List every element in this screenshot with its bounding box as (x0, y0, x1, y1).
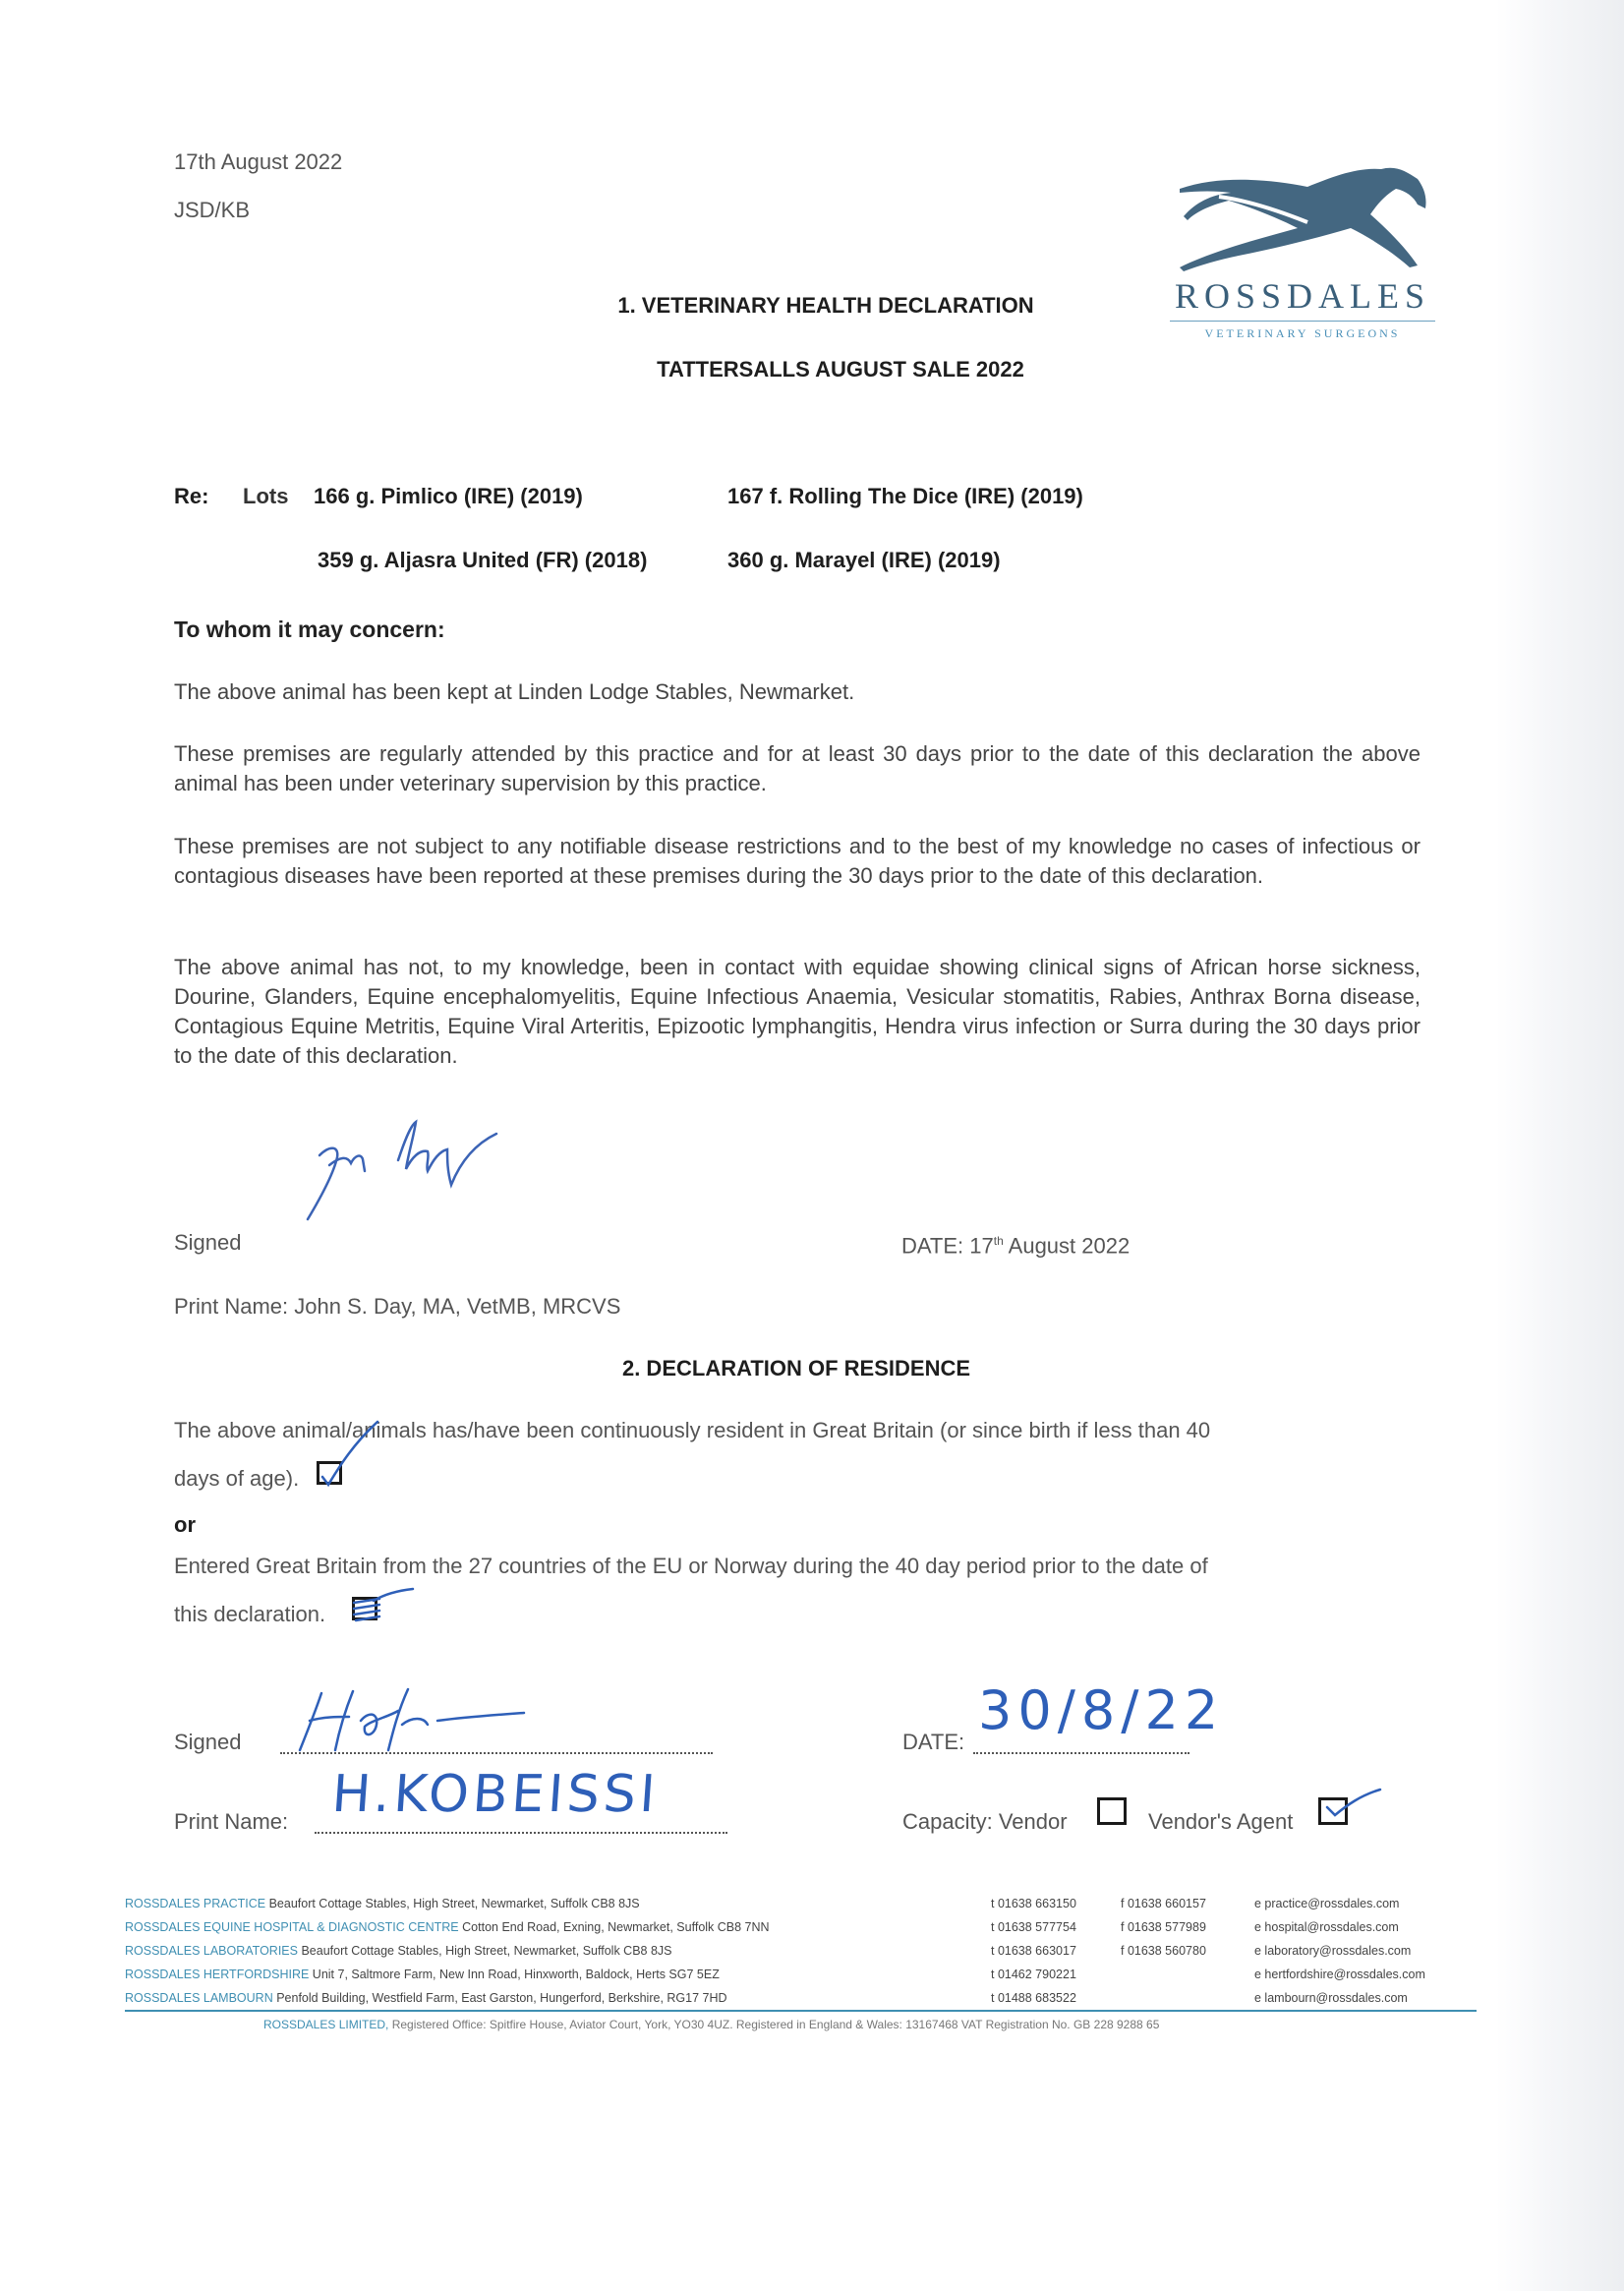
footer-fax: f 01638 560780 (1121, 1944, 1206, 1958)
footer-fax: f 01638 577989 (1121, 1920, 1206, 1934)
footer-phone: t 01462 790221 (991, 1968, 1076, 1981)
residence-title: 2. DECLARATION OF RESIDENCE (621, 1356, 971, 1380)
rossdales-logo (1160, 157, 1445, 354)
paragraph-restrictions: These premises are not subject to any notifiable disease restrictions and to the best of my knowledge no cases of infectious or contagious diseases have been reported at these premises during the 30 days prior to the date of this declaration. (174, 834, 1421, 888)
footer-phone: t 01638 663017 (991, 1944, 1076, 1958)
vendor-agent-check-mark (1315, 1782, 1384, 1831)
owner-print-line (315, 1832, 727, 1834)
footer-phone: t 01638 577754 (991, 1920, 1076, 1934)
owner-signed-label: Signed (174, 1730, 242, 1754)
footer-rule (125, 2010, 1477, 2012)
option-resident-text: The above animal/animals has/have been continuously resident in Great Britain (or since birth if less than 40 (174, 1418, 1211, 1442)
owner-print-label: Print Name: (174, 1809, 289, 1834)
lot-166: 166 g. Pimlico (IRE) (2019) (314, 484, 583, 508)
footer-email[interactable]: e practice@rossdales.com (1254, 1897, 1400, 1910)
option-entered-text: Entered Great Britain from the 27 countries of the EU or Norway during the 40 day period prior to the date of (174, 1554, 1208, 1578)
vendor-checkbox[interactable] (1097, 1797, 1127, 1825)
registered-office: ROSSDALES LIMITED, Registered Office: Spitfire House, Aviator Court, York, YO30 4UZ. Registered in England & Wales: 13167468 VAT Registration No. GB 228 9288 65 (263, 2018, 1160, 2031)
vet-signature (300, 1116, 575, 1224)
owner-date-value: 30/8/22 (978, 1679, 1225, 1741)
lot-167: 167 f. Rolling The Dice (IRE) (2019) (727, 484, 1083, 508)
re-label: Re: (174, 484, 209, 508)
paragraph-premises: The above animal has been kept at Linden Lodge Stables, Newmarket. (174, 679, 855, 704)
scan-edge-shadow (1496, 0, 1624, 2291)
paragraph-contact: The above animal has not, to my knowledge, been in contact with equidae showing clinical signs of African horse sickness, Dourine, Glanders, Equine encephalomyelitis, Equine Infectious Anaemia, Vesicular stomatitis, Rabies, Anthrax Borna disease, Contagious Equine Metritis, Equine Viral Arteritis, Epizootic lymphangitis, Hendra virus infection or Surra during the 30 days prior to the date of this declaration. (174, 955, 1421, 1068)
footer-row: ROSSDALES LAMBOURN Penfold Building, Westfield Farm, East Garston, Hungerford, Berkshire, RG17 7HD (125, 1991, 727, 2005)
resident-check-mark (313, 1416, 381, 1495)
declaration-date: DATE: 17th August 2022 (901, 1233, 1131, 1259)
lots-label: Lots (243, 484, 289, 508)
footer-row: ROSSDALES LABORATORIES Beaufort Cottage Stables, High Street, Newmarket, Suffolk CB8 8JS (125, 1944, 672, 1958)
footer-row: ROSSDALES HERTFORDSHIRE Unit 7, Saltmore Farm, New Inn Road, Hinxworth, Baldock, Herts SG7 5EZ (125, 1968, 720, 1981)
lot-359: 359 g. Aljasra United (FR) (2018) (318, 548, 648, 572)
horse-logo-icon (1160, 157, 1445, 285)
sale-title: TATTERSALLS AUGUST SALE 2022 (657, 357, 1024, 382)
reference: JSD/KB (174, 198, 251, 222)
owner-signature (280, 1681, 526, 1760)
letter-date: 17th August 2022 (174, 149, 343, 174)
owner-date-line (973, 1752, 1189, 1754)
footer-email[interactable]: e lambourn@rossdales.com (1254, 1991, 1408, 2005)
owner-print-name: H.KOBEISSI (329, 1765, 662, 1824)
footer-email[interactable]: e laboratory@rossdales.com (1254, 1944, 1412, 1958)
or-label: or (174, 1512, 196, 1537)
logo-tagline: VETERINARY SURGEONS (1204, 326, 1401, 340)
signed-label: Signed (174, 1230, 242, 1255)
logo-name: ROSSDALES (1174, 276, 1431, 316)
footer-row: ROSSDALES PRACTICE Beaufort Cottage Stables, High Street, Newmarket, Suffolk CB8 8JS (125, 1897, 640, 1910)
entered-scribble-mark (344, 1583, 423, 1632)
vet-print-name: Print Name: John S. Day, MA, VetMB, MRCVS (174, 1294, 621, 1319)
footer-phone: t 01638 663150 (991, 1897, 1076, 1910)
vendor-agent-label: Vendor's Agent (1148, 1809, 1294, 1834)
lot-360: 360 g. Marayel (IRE) (2019) (727, 548, 1001, 572)
capacity-label: Capacity: Vendor (902, 1809, 1068, 1834)
declaration-title: 1. VETERINARY HEALTH DECLARATION (617, 293, 1034, 318)
footer-row: ROSSDALES EQUINE HOSPITAL & DIAGNOSTIC CENTRE Cotton End Road, Exning, Newmarket, Suffolk CB8 7NN (125, 1920, 770, 1934)
salutation: To whom it may concern: (174, 617, 445, 642)
footer-email[interactable]: e hertfordshire@rossdales.com (1254, 1968, 1425, 1981)
paragraph-supervision: These premises are regularly attended by this practice and for at least 30 days prior to the date of this declaration the above animal has been under veterinary supervision by this practice. (174, 741, 1421, 795)
option-resident-text-2: days of age). (174, 1466, 300, 1491)
footer-fax: f 01638 660157 (1121, 1897, 1206, 1910)
footer-email[interactable]: e hospital@rossdales.com (1254, 1920, 1399, 1934)
footer-phone: t 01488 683522 (991, 1991, 1076, 2005)
owner-date-label: DATE: (902, 1730, 965, 1754)
option-entered-text-2: this declaration. (174, 1602, 326, 1626)
